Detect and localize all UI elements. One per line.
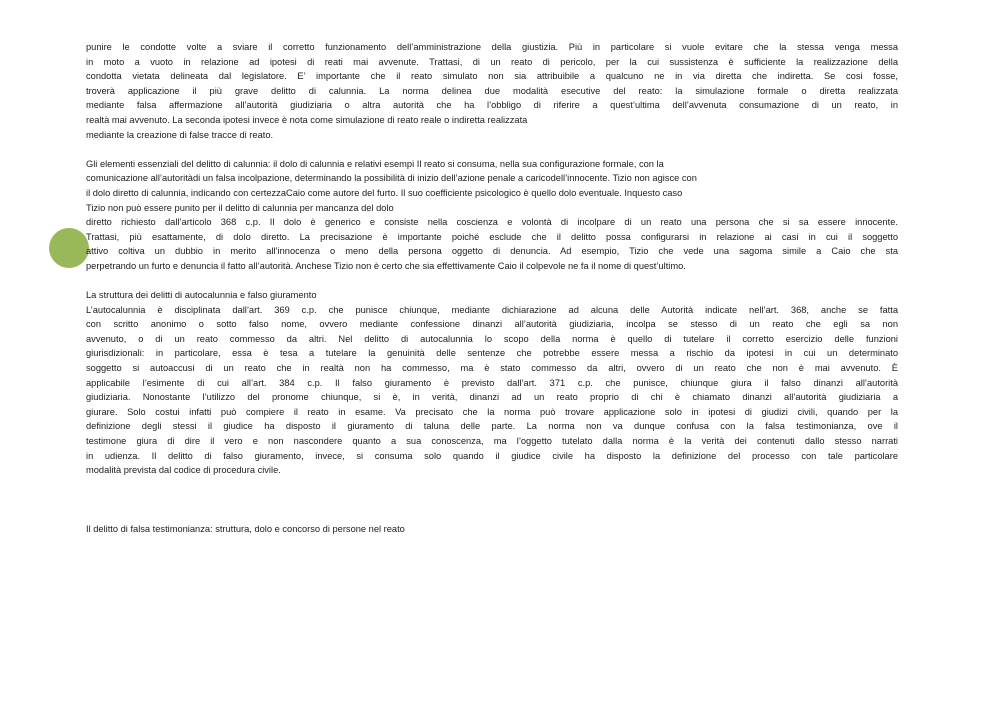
text-line: L’autocalunnia è disciplinata dall’art. 369 c.p. che punisce chiunque, mediante dichiarazione ad alcuna delle Autorità indicate nell’art. 368, anche se fatta xyxy=(86,304,898,315)
text-line: troverà applicazione il più grave delitto di calunnia. La norma delinea due modalità esecutive del reato: la simulazione formale o diretta realizzata xyxy=(86,85,898,96)
text-line: Tizio non può essere punito per il delitto di calunnia per mancanza del dolo xyxy=(86,202,394,213)
text-line: realtà mai avvenuto. La seconda ipotesi invece è nota come simulazione di reato reale o indiretta realizzata xyxy=(86,114,528,125)
text-line: punire le condotte volte a sviare il corretto funzionamento dell’amministrazione della giustizia. Più in particolare si vuole evitare che la stessa venga messa xyxy=(86,42,898,52)
text-line: applicabile l’esimente di cui all’art. 384 c.p. Il falso giuramento è previsto dall’art. 371 c.p. che punisce, chiunque giura il falso dinanzi all’autorità xyxy=(86,377,898,388)
text-line: giudiziaria. Nonostante l’utilizzo del pronome chiunque, si è, in verità, dinanzi ad un reato proprio di chi è chiamato dinanzi all’autorità giudiziaria a xyxy=(86,392,898,403)
green-circle-marker xyxy=(49,228,89,268)
text-line: modalità prevista dal codice di procedura civile. xyxy=(86,465,281,476)
text-line: giurare. Solo costui infatti può compiere il reato in esame. Va precisato che la norma può trovare applicazione solo in ipotesi di giudizi civili, quando per la xyxy=(86,406,898,417)
paragraph-calunnia xyxy=(86,157,898,274)
text-line: Gli elementi essenziali del delitto di calunnia: il dolo di calunnia e relativi esempi Il reato si consuma, nella sua configurazione formale, con la xyxy=(86,158,664,169)
text-line: Trattasi, più esattamente, di dolo diretto. La precisazione è importante poiché esclude che il delitto possa configurarsi in relazione ai casi in cui il soggetto xyxy=(86,231,898,242)
text-line: mediante falsa affermazione all’autorità giudiziaria o altra autorità che ha l’obbligo di riferire a quest’ultima dell’avvenuta consumazione di un reato, in xyxy=(86,100,898,111)
text-line: testimone giura di dire il vero e non nascondere quanto a sua conoscenza, ma l’oggetto tutelato dalla norma è la verità dei contenuti dallo stesso narrati xyxy=(86,436,898,447)
text-line: in moto a vuoto in relazione ad ipotesi di reati mai avvenute. Trattasi, di un reato di pericolo, per la cui sussistenza è sufficiente la realizzazione della xyxy=(86,56,898,67)
text-line: avvenuto, o di un reato commesso da altri. Nel delitto di autocalunnia lo scopo della norma è quello di tutelare il corretto esercizio delle funzioni xyxy=(86,333,898,344)
paragraph-simulazione-reato xyxy=(86,40,898,142)
text-line: attivo coltiva un dubbio in merito all’innocenza o meno della persona oggetto di denuncia. Ad esempio, Tizio che vede una sagoma simile a Caio che sta xyxy=(86,246,898,257)
text-line: diretto richiesto dall’articolo 368 c.p. Il dolo è generico e consiste nella coscienza e volontà di incolpare di un reato una persona che si sa essere innocente. xyxy=(86,217,898,228)
text-line: definizione degli stessi il giudice ha disposto il giuramento di taluna delle parte. La norma non va dunque confusa con la falsa testimonianza, ove il xyxy=(86,421,898,432)
text-line: comunicazione all’autoritàdi un falsa incolpazione, determinando la possibilità di inizio dell’azione penale a caricodell’innocente. Tizio non agisce con xyxy=(86,173,697,184)
text-line: condotta vietata delineata dal legislatore. E’ importante che il reato simulato non sia attribuibile a qualcuno ne in via diretta che indiretta. Se cosi fosse, xyxy=(86,71,898,82)
text-line: perpetrando un furto e denuncia il fatto all’autorità. Anchese Tizio non è certo che sia effettivamente Caio il colpevole ne fa il nome di quest’ultimo. xyxy=(86,260,686,271)
section-heading-falsa-testimonianza: Il delitto di falsa testimonianza: struttura, dolo e concorso di persone nel reato xyxy=(86,523,405,534)
document-page xyxy=(86,40,898,536)
text-line: soggetto si autoaccusi di un reato che in realtà non ha commesso, ma è stato commesso da altri, ovvero di un reato che non è mai avvenuto. È xyxy=(86,363,898,374)
paragraph-autocalunnia xyxy=(86,303,898,478)
section-heading-autocalunnia: La struttura dei delitti di autocalunnia e falso giuramento xyxy=(86,290,317,301)
text-line: con scritto anonimo o sotto falso nome, ovvero mediante confessione dinanzi all’autorità giudiziaria, incolpa se stesso di un reato che egli sa non xyxy=(86,319,898,330)
text-line: giurisdizionali: in particolare, essa è tesa a tutelare la genuinità delle sentenze che potrebbe essere messa a rischio da ipotesi in cui un determinato xyxy=(86,348,898,359)
text-line: mediante la creazione di false tracce di reato. xyxy=(86,129,274,140)
text-line: il dolo diretto di calunnia, indicando con certezzaCaio come autore del furto. Il suo coefficiente psicologico è quello dolo eventuale. Inquesto caso xyxy=(86,187,683,198)
text-line: in udienza. Il delitto di falso giuramento, invece, si consuma solo quando il giudice civile ha disposto la definizione del processo con tale particolare xyxy=(86,450,898,461)
